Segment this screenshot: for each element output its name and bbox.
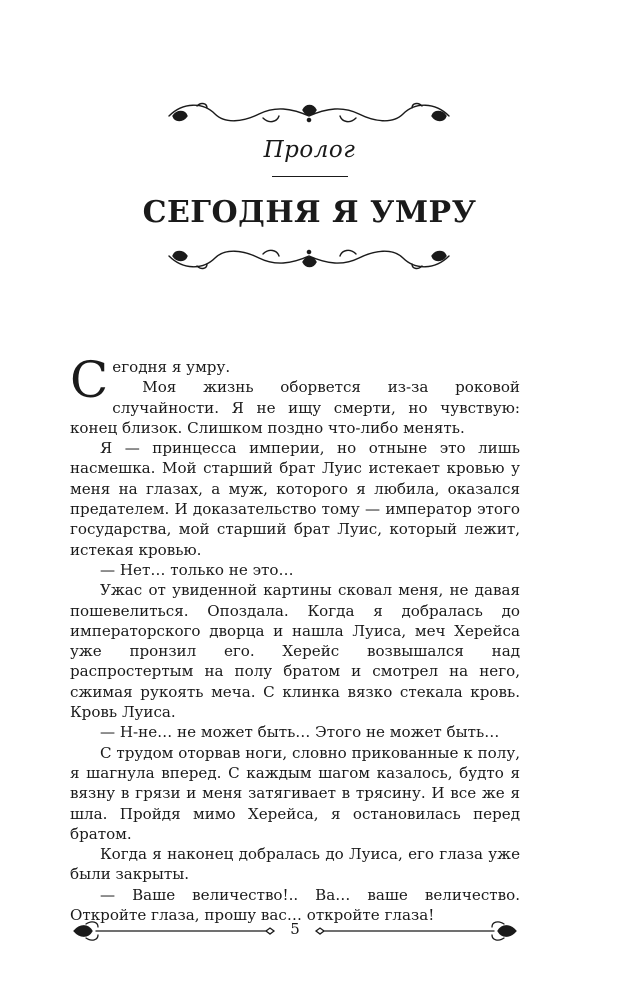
paragraph: Ужас от увиденной картины сковал меня, не давая пошевелиться. Опоздала. Когда я добралась до императорского дворца и нашла Луиса, меч Херейса уже пронзил его. Херейс возвышался над распростертым на полу братом и смотрел на него, сжимая рукоять меча. С клинка вязко стекала кровь. Кровь Луиса. [70, 581, 520, 722]
body-text [70, 351, 520, 925]
top-ornament [163, 96, 456, 132]
page-number: 5 [290, 920, 300, 938]
paragraph: — Нет… только не это… [100, 560, 294, 579]
chapter-kicker: Пролог [263, 137, 356, 163]
title-divider [272, 176, 348, 177]
page-footer [70, 918, 520, 944]
paragraph: С трудом оторвав ноги, словно прикованные к полу, я шагнула вперед. С каждым шагом казалось, будто я вязну в грязи и меня затягивает в трясину. И все же я шла. Пройдя мимо Херейса, я остановилась перед братом. [70, 743, 520, 843]
chapter-title: СЕГОДНЯ Я УМРУ [142, 195, 477, 230]
paragraph: — Ваше величество!.. Ва… ваше величество. Откройте глаза, прошу вас… откройте глаза! [70, 885, 520, 925]
paragraph: — Н-не… не может быть… Этого не может быть… [100, 723, 500, 742]
bottom-ornament [163, 240, 456, 276]
drop-cap: С [70, 351, 109, 409]
paragraph: Я — принцесса империи, но отныне это лишь насмешка. Мой старший брат Луис истекает кровью у меня на глазах, а муж, которого я любила, оказался предателем. И доказательство тому — император этого государства, мой старший брат Луис, который лежит, истекая кровью. [70, 439, 520, 559]
paragraph: Моя жизнь оборвется из-за роковой случайности. Я не ищу смерти, но чувствую: конец близок. Слишком поздно что-либо менять. [70, 378, 520, 437]
paragraph: Когда я наконец добралась до Луиса, его глаза уже были закрыты. [70, 845, 520, 884]
opening-line: егодня я умру. [112, 358, 231, 376]
